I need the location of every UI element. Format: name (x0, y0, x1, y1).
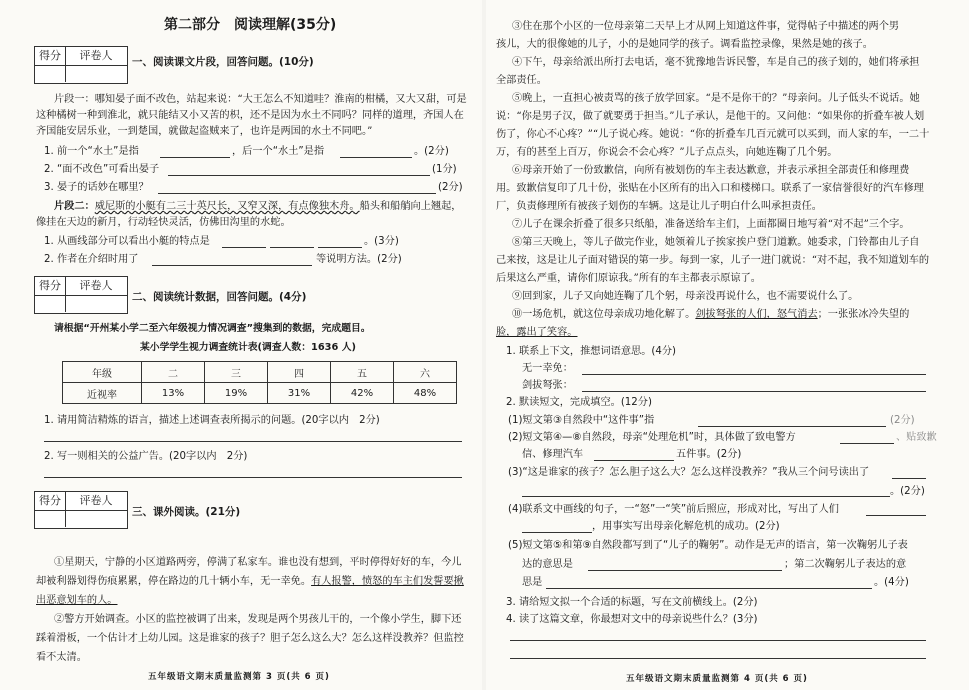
story-p6-line-1: ⑥母亲开始了一份致歉信，向所有被划伤的车主表达歉意，并表示承担全部责任和修理费 (512, 165, 910, 176)
story-p1-line-1: ①星期天，宁静的小区道路两旁，停满了私家车。谁也没有想到，平时停得好好的车，今儿 (54, 557, 462, 568)
story-p8-line-1: ⑧第三天晚上，等儿子做完作业，她领着儿子挨家挨户登门道歉。她委求，门铃都由儿子自 (512, 237, 920, 248)
left-page (0, 0, 482, 690)
q1-5-blank[interactable] (152, 265, 312, 266)
q3-3-text: 3. 请给短文拟一个合适的标题，写在文前横线上。(2分) (506, 597, 758, 608)
grader-divider (65, 295, 66, 312)
q1-2-score: (1分) (432, 164, 457, 175)
story-p9-line-1: ⑨回到家，儿子又向她连鞠了几个躬，母亲没再说什么，也不需要说什么了。 (512, 291, 859, 302)
q3-2-3-blank-b[interactable] (522, 496, 890, 497)
story-p10-line-2: 脸，露出了笑容。 (496, 327, 578, 338)
q3-2-5-line2: 达的意思是 (522, 559, 573, 570)
story-p5-line-1: ⑤晚上，一直担心被责骂的孩子放学回家。“是不是你干的？”母亲问。儿子低头不说话。她 (512, 93, 920, 104)
q3-2-3-blank-a[interactable] (892, 478, 926, 479)
grader-row (35, 510, 127, 528)
q3-1-word-b: 剑拔弩张： (522, 380, 573, 391)
q1-4-score: 。(3分) (364, 236, 399, 247)
q3-2-2-blank-b[interactable] (594, 460, 674, 461)
table-header-cell: 三 (205, 362, 268, 383)
q1-5-score: 等说明方法。(2分) (316, 254, 402, 265)
q3-2-2-text (508, 431, 796, 445)
story-p5-line-4: 万，有的甚至上百万，你说会不会心疼？”儿子点点头，向她连鞠了几个躬。 (496, 147, 838, 158)
passage-1-line-2: 这种橘树一种到淮北，就只能结又小又苦的枳，还不是因为水土不同吗？同样的道理，齐国人在 (36, 110, 464, 121)
table-header-cell: 六 (394, 362, 457, 383)
part-title: 第二部分 阅读理解(35分) (164, 17, 337, 33)
q2-1-answer-line[interactable] (44, 441, 462, 442)
q1-3-score: (2分) (438, 182, 463, 193)
q3-2-3-text: (3)“这是谁家的孩子？怎么胆子这么大？怎么这样没教养？”我从三个问号读出了 (508, 467, 870, 478)
q1-3-blank[interactable] (158, 193, 436, 194)
q1-3-text: 3. 晏子的话妙在哪里？ (44, 182, 149, 193)
q3-2-5-blank-b[interactable] (546, 588, 872, 589)
story-p3-line-2: 孩儿，大的很像她的儿子，小的是她同学的孩子。调看监控录像，果然是她的孩子。 (496, 39, 873, 50)
passage-2-rest: 船头和船艄向上翘起， (359, 201, 462, 212)
right-page (486, 0, 969, 690)
q2-2-text: 2. 写一则相关的公益广告。(20字以内 2分) (44, 451, 248, 462)
section-3-heading: 三、课外阅读。(21分) (132, 506, 241, 518)
grader-row (35, 65, 127, 83)
q1-1-text-b: ，后一个“水土”是指 (232, 146, 325, 157)
table-cell: 31% (268, 383, 331, 404)
q3-2-5-score: 。(4分) (874, 577, 909, 588)
score-label: 得分 (35, 277, 66, 295)
story-p1-line-2 (36, 575, 464, 589)
passage-2-underlined: 威尼斯的小艇有二三十英尺长，又窄又深，有点像独木舟。 (94, 201, 360, 212)
story-p3-line-1: ③住在那个小区的一位母亲第二天早上才从网上知道这件事，觉得帖子中描述的两个男 (512, 21, 900, 32)
table-row (63, 383, 457, 404)
story-p10-text: ⑩一场危机，就这位母亲成功地化解了。 (512, 309, 696, 320)
q3-1-blank-b[interactable] (582, 391, 926, 392)
q1-4-blank-c[interactable] (318, 247, 362, 248)
q3-2-2-line2: 信、修理汽车 (522, 449, 584, 460)
story-p10-underlined: 剑拔弩张的人们，怒气消去 (695, 309, 818, 320)
q1-2-text: 2. “面不改色”可看出晏子 (44, 164, 160, 175)
grader-box-3 (34, 491, 128, 529)
passage-2-line-1 (54, 199, 462, 214)
story-p10-line-1 (512, 308, 909, 322)
table-cell: 19% (205, 383, 268, 404)
q3-1-word-a: 无一幸免： (522, 363, 573, 374)
q3-2-5-line2b: ；第二次鞠躬儿子表达的意 (784, 559, 907, 570)
q3-2-2-score: 五件事。(2分) (676, 449, 742, 460)
q1-4-text: 1. 从画线部分可以看出小艇的特点是 (44, 236, 210, 247)
story-p8-line-3: 后果这么严重，请你们原谅我。”所有的车主都表示原谅了。 (496, 273, 761, 284)
story-p1-text: 却被利器划得伤痕累累，停在路边的几十辆小车，无一幸免。 (36, 576, 312, 587)
passage-1-line-3: 齐国能安居乐业，一到楚国，就做起盗贼来了，也许是两国的水土不同吧。” (36, 126, 373, 137)
section-1-heading: 一、阅读课文片段，回答问题。(10分) (132, 56, 314, 68)
passage-2-line-2: 像挂在天边的新月，行动轻快灵活，仿佛田沟里的水蛇。 (36, 217, 291, 228)
q3-2-2-blank-a[interactable] (840, 443, 894, 444)
reviewer-label: 评卷人 (79, 49, 113, 62)
q3-4-answer-line-2[interactable] (510, 658, 926, 659)
page-footer-left: 五年级语文期末质量监测第 3 页(共 6 页) (148, 672, 330, 682)
stat-table-title: 某小学学生视力调查统计表(调查人数：1636 人) (140, 342, 356, 353)
story-p4-line-2: 全部责任。 (496, 75, 547, 86)
q2-2-answer-line[interactable] (44, 477, 462, 478)
q3-2-5-line3: 思是 (522, 577, 543, 588)
passage-1-line-1: 片段一：哪知晏子面不改色，站起来说：“大王怎么不知道哇？淮南的柑橘，又大又甜，可是 (54, 94, 467, 105)
score-label: 得分 (35, 47, 66, 65)
q3-2-2-text-b: 、贴致歉 (896, 432, 937, 443)
q3-2-1-text: (1)短文第③自然段中“这件事”指 (508, 415, 655, 426)
story-p2-line-1: ②警方开始调查。小区的监控被调了出来，发现是两个男孩儿干的，一个像小学生，脚下还 (54, 614, 462, 625)
page-footer-right: 五年级语文期末质量监测第 4 页(共 6 页) (626, 674, 808, 684)
table-header-cell: 年级 (63, 362, 142, 383)
q3-2-1-score: (2分) (890, 415, 915, 426)
story-p2-line-2: 踩着滑板，一个估计才上幼儿园。这是谁家的孩子？胆子怎么这么大？怎么这样没教养？但监控 (36, 633, 464, 644)
q3-2-4-blank-b[interactable] (522, 532, 592, 533)
q3-2-text: 2. 默读短文，完成填空。(12分) (506, 397, 652, 408)
q3-4-answer-line-1[interactable] (510, 640, 926, 641)
q3-2-2-text-a: (2)短文第④—⑧自然段，母亲“处理危机”时，具体做了致电警方 (508, 432, 796, 443)
q1-4-blank-b[interactable] (270, 247, 314, 248)
grader-divider (65, 510, 66, 527)
reviewer-label: 评卷人 (79, 279, 113, 292)
score-label: 得分 (35, 492, 66, 510)
q1-1-text: 1. 前一个“水土”是指 (44, 146, 139, 157)
story-p5-line-2: 说：“你是男子汉，做了就要勇于担当。”儿子承认，是他干的。又问他：“如果你的折叠车被人划 (496, 111, 925, 122)
q1-4-blank-a[interactable] (222, 247, 266, 248)
q1-1-blank-a[interactable] (160, 157, 230, 158)
q3-2-4-blank-a[interactable] (866, 515, 926, 516)
grader-box-1 (34, 46, 128, 84)
table-cell: 近视率 (63, 383, 142, 404)
q1-5-text: 2. 作者在介绍时用了 (44, 254, 139, 265)
q1-1-score: 。(2分) (414, 146, 449, 157)
q3-2-5-text: (5)短文第⑤和第⑨自然段都写到了“儿子的鞠躬”。动作是无声的语言，第一次鞠躬儿子表 (508, 540, 908, 551)
table-cell: 48% (394, 383, 457, 404)
story-p2-line-3: 看不太清。 (36, 652, 87, 663)
story-p6-line-2: 用。致歉信复印了几十份，张贴在小区所有的出入口和楼梯口。联系了一家信誉很好的汽车修理 (496, 183, 924, 194)
q1-2-blank[interactable] (168, 175, 430, 176)
story-p5-line-3: 伤了，你心不心疼？”“儿子说心疼。她说：“你的折叠车几百元就可以买到，而人家的车，一二十 (496, 129, 930, 140)
q3-2-5-blank-a[interactable] (588, 570, 782, 571)
q3-2-1-blank[interactable] (698, 426, 886, 427)
story-p4-line-1: ④下午，母亲给派出所打去电话，毫不犹豫地告诉民警，车是自己的孩子划的，她们将承担 (512, 57, 920, 68)
story-p8-line-2: 己来按，这是让儿子面对错误的第一步。每到一家，儿子一进门就说：“对不起，我不知道划车的 (496, 255, 930, 266)
table-header-row (63, 362, 457, 383)
reviewer-label: 评卷人 (79, 494, 113, 507)
q3-2-4-line2: ，用事实写出母亲化解危机的成功。(2分) (592, 521, 780, 532)
table-header-cell: 四 (268, 362, 331, 383)
table-cell: 42% (331, 383, 394, 404)
story-p7-line-1: ⑦儿子在课余折叠了很多只纸船，准备送给车主们，上面都圈日地写着“对不起”三个字。 (512, 219, 910, 230)
story-p10-text-b: ；一张张冰冷失望的 (817, 309, 910, 320)
q3-1-text: 1. 联系上下文，推想词语意思。(4分) (506, 346, 677, 357)
q2-1-text: 1. 请用简洁精炼的语言，描述上述调查表所揭示的问题。(20字以内 2分) (44, 415, 380, 426)
table-cell: 13% (142, 383, 205, 404)
section-2-heading: 二、阅读统计数据，回答问题。(4分) (132, 291, 307, 303)
section-2-intro: 请根据“开州某小学二至六年级视力情况调查”搜集到的数据，完成题目。 (54, 323, 371, 334)
table-header-cell: 五 (331, 362, 394, 383)
q3-1-blank-a[interactable] (582, 374, 926, 375)
grader-divider (65, 65, 66, 82)
grader-box-2 (34, 276, 128, 314)
q3-4-text: 4. 读了这篇文章，你最想对文中的母亲说些什么？(3分) (506, 614, 758, 625)
q3-2-4-text: (4)联系文中画线的句子，一“怒”一“笑”前后照应，形成对比，写出了人们 (508, 504, 839, 515)
table-header-cell: 二 (142, 362, 205, 383)
vision-stat-table (62, 361, 457, 404)
passage-2-label: 片段二： (54, 200, 95, 212)
grader-row (35, 295, 127, 313)
story-p1-underlined: 有人报警，愤怒的车主们发誓要揪 (311, 576, 464, 587)
story-p6-line-3: 厂，负责修理所有被孩子划伤的车辆。这是让儿子明白什么叫承担责任。 (496, 201, 822, 212)
story-p1-line-3: 出恶意划车的人。 (36, 595, 118, 606)
q1-1-blank-b[interactable] (340, 157, 412, 158)
q3-2-3-score: 。(2分) (890, 486, 925, 497)
